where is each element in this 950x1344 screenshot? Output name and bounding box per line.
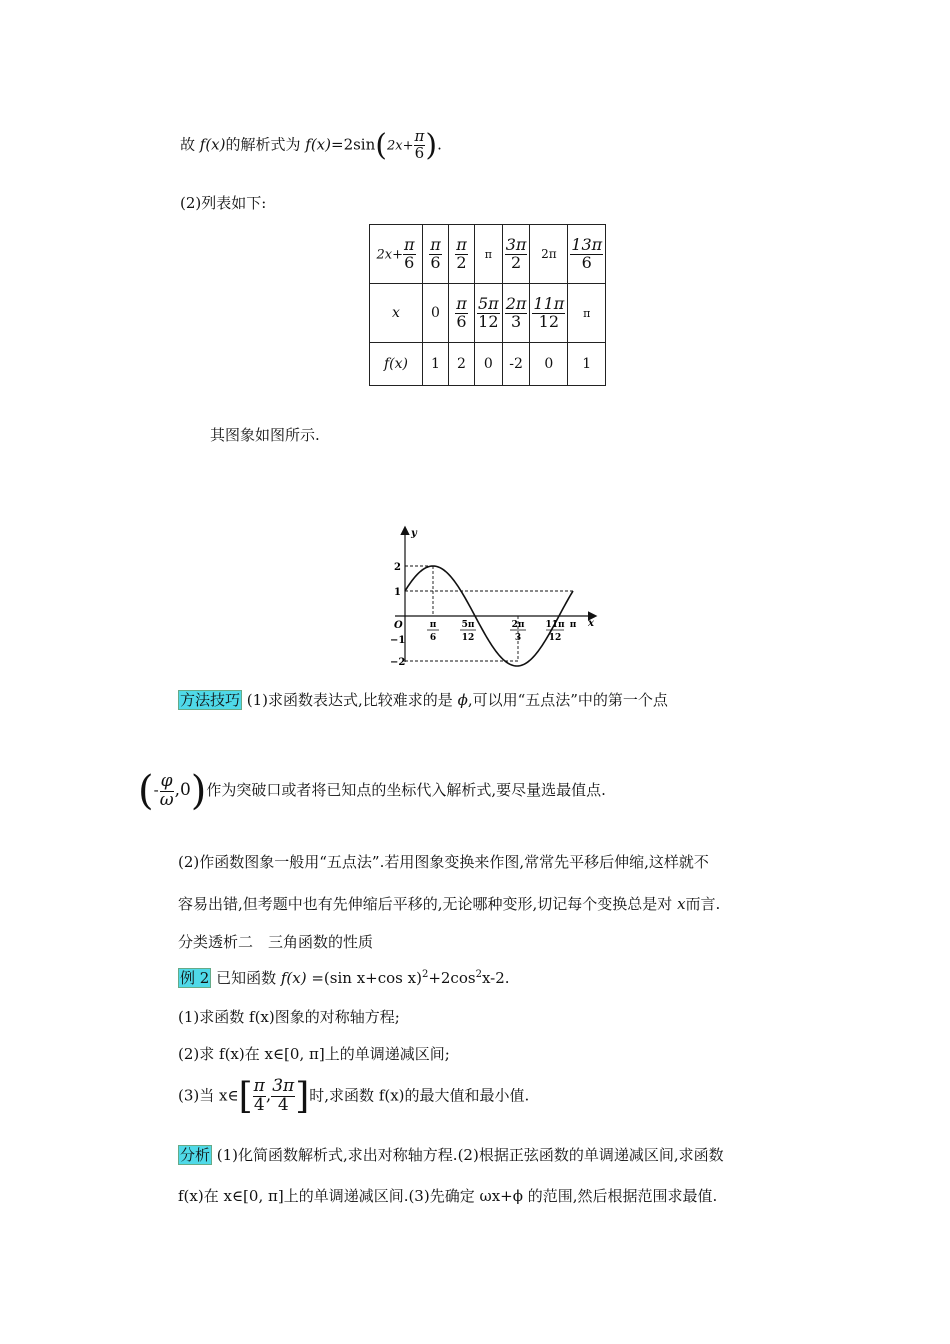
table-cell: 0 (530, 343, 568, 386)
values-table (369, 224, 606, 386)
method-label: 方法技巧 (180, 691, 241, 709)
x-tick-num: 11π (545, 620, 565, 630)
table-cell: -2 (502, 343, 530, 386)
guide-lines (405, 566, 573, 661)
part2-heading: (2)列表如下: (180, 194, 267, 212)
paren-right: ) (425, 128, 438, 163)
table-cell: $\frac{\pi}{6}$ (449, 284, 475, 343)
fraction: $\frac{\varphi}{\omega}$ (159, 770, 174, 810)
origin-label: O (394, 620, 403, 631)
y-axis-label: y (411, 528, 417, 539)
analysis-line-1: 分析 (1)化简函数解析式,求出对称轴方程.(2)根据正弦函数的单调递减区间,求函数 (180, 1146, 724, 1164)
table-cell: $\frac{3\pi}{2}$ (502, 225, 530, 284)
method-line-4: 容易出错,但考题中也有先伸缩后平移的,无论哪种变形,切记每个变换总是对 x而言. (178, 895, 721, 913)
method-line-2: (- $\frac{\varphi}{\omega}$ ,0)作为突破口或者将已知点的坐标代入解析式,要尽量选最值点. (138, 768, 606, 814)
solution-line: 故 f(x)的解析式为 f(x)=2sin(2x+ $\frac{\pi}{6}$ ). (180, 127, 442, 163)
table-cell: 1 (568, 343, 606, 386)
question-2: (2)求 f(x)在 x∈[0, π]上的单调递减区间; (178, 1045, 450, 1063)
y-tick-label: 2 (394, 562, 401, 573)
table-header-cell: 2x+ $\frac{\pi}{6}$ (370, 225, 423, 284)
method-line-1: 方法技巧 (1)求函数表达式,比较难求的是 ϕ,可以用“五点法”中的第一个点 (180, 691, 668, 709)
table-cell: $\frac{\pi}{6}$ (423, 225, 449, 284)
table-cell: $\frac{\pi}{2}$ (449, 225, 475, 284)
paren-right: ) (190, 768, 207, 814)
method-line-3: (2)作函数图象一般用“五点法”.若用图象变换来作图,常常先平移后伸缩,这样就不 (178, 853, 709, 871)
analysis-line-2: f(x)在 x∈[0, π]上的单调递减区间.(3)先确定 ωx+ϕ 的范围,然后根据范围求最值. (178, 1187, 718, 1205)
bracket-left: [ (238, 1076, 253, 1117)
fraction: $\frac{\pi}{6}$ (414, 127, 425, 162)
section-heading: 分类透析二 三角函数的性质 (178, 933, 374, 951)
x-tick-num: 5π (461, 620, 475, 630)
y-tick-label: 1 (394, 587, 401, 598)
table-cell: π (568, 284, 606, 343)
table-cell: π (475, 225, 503, 284)
x-tick-den: 3 (514, 633, 522, 643)
y-tick-label: −1 (390, 635, 406, 646)
table-cell: $\frac{5\pi}{12}$ (475, 284, 503, 343)
table-header-cell: x (370, 284, 423, 343)
table-header-cell: f(x) (370, 343, 423, 386)
example-label: 例 2 (180, 969, 210, 987)
question-1: (1)求函数 f(x)图象的对称轴方程; (178, 1008, 400, 1026)
table-cell: $\frac{13\pi}{6}$ (568, 225, 606, 284)
question-3: (3)当 x∈[ $\frac{\pi}{4}$ , $\frac{3\pi}{4}$ ]时,求函数 f(x)的最大值和最小值. (178, 1076, 530, 1117)
x-axis-label: x (588, 618, 594, 629)
graph-caption: 其图象如图所示. (210, 426, 320, 444)
x-tick-den: 12 (548, 633, 562, 643)
analysis-label: 分析 (180, 1146, 211, 1164)
example-statement: 例 2 已知函数 f(x) =(sin x+cos $x)^2+2\cos^2x-2$. (180, 969, 510, 987)
table-row (370, 284, 606, 343)
table-cell: 0 (475, 343, 503, 386)
table-cell: $\frac{2\pi}{3}$ (502, 284, 530, 343)
table-row (370, 225, 606, 284)
x-tick-den: 6 (429, 633, 437, 643)
x-tick-den: 12 (461, 633, 475, 643)
bracket-right: ] (295, 1076, 310, 1117)
paren-left: ( (138, 768, 154, 814)
table-cell: 2π (530, 225, 568, 284)
table-row (370, 343, 606, 386)
table-cell: 2 (449, 343, 475, 386)
x-tick-num: π (429, 620, 437, 630)
table-cell: 0 (423, 284, 449, 343)
table-cell: 1 (423, 343, 449, 386)
x-tick-num: 2π (511, 620, 525, 630)
paren-left: ( (375, 128, 387, 163)
x-tick-pi: π (569, 620, 577, 630)
y-tick-label: −2 (390, 657, 406, 668)
sine-graph (370, 520, 610, 670)
table-cell: $\frac{11\pi}{12}$ (530, 284, 568, 343)
